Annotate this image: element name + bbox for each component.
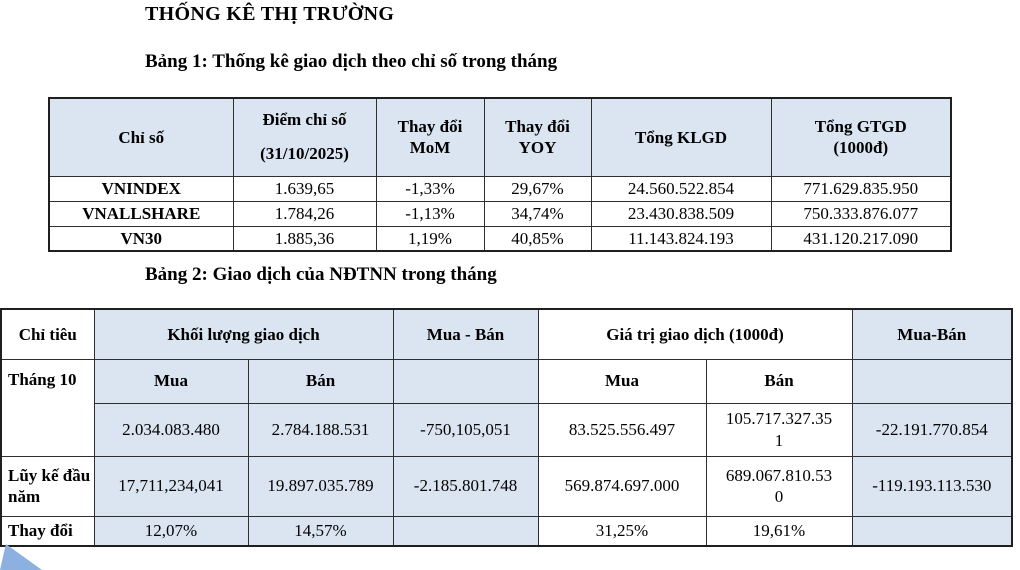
sell-value-cell: 689.067.810.530	[706, 456, 852, 516]
table2-caption: Bảng 2: Giao dịch của NĐTNN trong tháng	[145, 264, 497, 285]
mom-cell: 1,19%	[376, 226, 484, 251]
gtgd-cell: 771.629.835.950	[771, 176, 951, 201]
klgd-cell: 24.560.522.854	[591, 176, 771, 201]
points-cell: 1.784,26	[233, 201, 376, 226]
sell-volume-cell: 19.897.035.789	[248, 456, 393, 516]
index-statistics-table	[48, 97, 952, 252]
header-criteria: Chỉ tiêu	[1, 309, 94, 359]
subheader-buy-volume: Mua	[94, 359, 248, 403]
corner-triangle-decoration	[0, 544, 42, 570]
net-value-cell: -119.193.113.530	[852, 456, 1012, 516]
table-header-row	[49, 98, 951, 176]
subheader-sell-volume: Bán	[248, 359, 393, 403]
sell-volume-cell: 2.784.188.531	[248, 403, 393, 456]
table-row-change	[1, 516, 1012, 546]
table-row-vnindex	[49, 176, 951, 201]
sell-value-cell: 105.717.327.351	[706, 403, 852, 456]
sell-volume-cell: 14,57%	[248, 516, 393, 546]
month-label-cell: Tháng 10	[1, 359, 94, 456]
subheader-buy-value: Mua	[538, 359, 706, 403]
net-value-cell: -22.191.770.854	[852, 403, 1012, 456]
buy-volume-cell: 12,07%	[94, 516, 248, 546]
subheader-sell-value: Bán	[706, 359, 852, 403]
net-volume-cell	[393, 516, 538, 546]
net-volume-cell: -750,105,051	[393, 403, 538, 456]
mom-cell: -1,13%	[376, 201, 484, 226]
header-net-volume: Mua - Bán	[393, 309, 538, 359]
document-title: THỐNG KÊ THỊ TRƯỜNG	[145, 3, 395, 25]
foreign-investor-table	[0, 308, 1013, 547]
buy-value-cell: 31,25%	[538, 516, 706, 546]
table-subheader-row	[1, 359, 1012, 403]
klgd-cell: 23.430.838.509	[591, 201, 771, 226]
empty-cell	[852, 359, 1012, 403]
index-name-cell: VNALLSHARE	[49, 201, 233, 226]
buy-volume-cell: 2.034.083.480	[94, 403, 248, 456]
yoy-cell: 29,67%	[484, 176, 591, 201]
index-name-cell: VN30	[49, 226, 233, 251]
buy-value-cell: 83.525.556.497	[538, 403, 706, 456]
sell-value-cell: 19,61%	[706, 516, 852, 546]
header-change-yoy: Thay đổi YOY	[484, 98, 591, 176]
header-net-value: Mua-Bán	[852, 309, 1012, 359]
yoy-cell: 34,74%	[484, 201, 591, 226]
header-total-value: Tổng GTGD (1000đ)	[771, 98, 951, 176]
gtgd-cell: 750.333.876.077	[771, 201, 951, 226]
empty-cell	[393, 359, 538, 403]
buy-value-cell: 569.874.697.000	[538, 456, 706, 516]
table-row-month	[1, 403, 1012, 456]
table-row-ytd	[1, 456, 1012, 516]
table-header-row	[1, 309, 1012, 359]
ytd-label-cell: Lũy kế đầu năm	[1, 456, 94, 516]
yoy-cell: 40,85%	[484, 226, 591, 251]
klgd-cell: 11.143.824.193	[591, 226, 771, 251]
table-row-vn30	[49, 226, 951, 251]
gtgd-cell: 431.120.217.090	[771, 226, 951, 251]
net-value-cell	[852, 516, 1012, 546]
points-cell: 1.885,36	[233, 226, 376, 251]
points-cell: 1.639,65	[233, 176, 376, 201]
header-change-mom: Thay đổi MoM	[376, 98, 484, 176]
header-total-volume: Tổng KLGD	[591, 98, 771, 176]
table-row-vnallshare	[49, 201, 951, 226]
header-value-group: Giá trị giao dịch (1000đ)	[538, 309, 852, 359]
table1-caption: Bảng 1: Thống kê giao dịch theo chỉ số trong tháng	[145, 51, 558, 72]
change-label-cell: Thay đổi	[1, 516, 94, 546]
buy-volume-cell: 17,711,234,041	[94, 456, 248, 516]
header-volume-group: Khối lượng giao dịch	[94, 309, 393, 359]
index-name-cell: VNINDEX	[49, 176, 233, 201]
mom-cell: -1,33%	[376, 176, 484, 201]
header-index: Chỉ số	[49, 98, 233, 176]
net-volume-cell: -2.185.801.748	[393, 456, 538, 516]
header-index-points: Điểm chỉ số (31/10/2025)	[233, 98, 376, 176]
